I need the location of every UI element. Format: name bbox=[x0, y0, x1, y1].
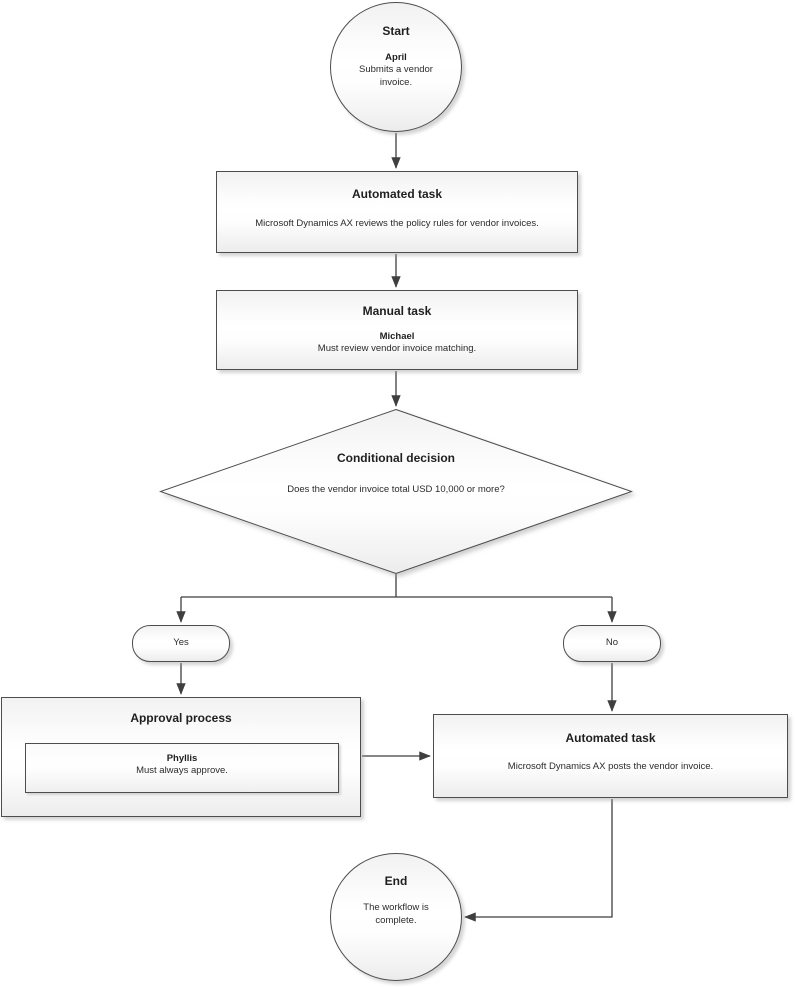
approval-assignment-box bbox=[25, 743, 339, 793]
approval-process-node bbox=[1, 697, 361, 817]
end-title: End bbox=[384, 874, 408, 888]
connector-post-to-end bbox=[465, 799, 612, 917]
automated-post-title: Automated task bbox=[565, 731, 656, 745]
automated-review-description: Microsoft Dynamics AX reviews the policy rules for vendor invoices. bbox=[255, 218, 539, 229]
automated-post-description: Microsoft Dynamics AX posts the vendor invoice. bbox=[507, 761, 714, 772]
decision-title: Conditional decision bbox=[336, 451, 455, 465]
manual-task-description: Must review vendor invoice matching. bbox=[317, 343, 477, 354]
start-node bbox=[330, 2, 462, 132]
start-description: Submits a vendor invoice. bbox=[359, 64, 433, 88]
approval-person: Phyllis bbox=[166, 753, 198, 764]
branch-no-pill bbox=[563, 625, 661, 662]
end-description: The workflow is complete. bbox=[363, 902, 429, 926]
manual-task-title: Manual task bbox=[362, 304, 432, 318]
automated-post-task-node bbox=[433, 714, 788, 798]
decision-question: Does the vendor invoice total USD 10,000 or more? bbox=[287, 484, 505, 495]
conditional-decision-node bbox=[159, 408, 633, 575]
manual-task-person: Michael bbox=[379, 331, 415, 342]
branch-yes-pill bbox=[132, 625, 230, 662]
end-node bbox=[330, 853, 462, 981]
automated-review-task-node bbox=[216, 171, 578, 253]
approval-description: Must always approve. bbox=[136, 765, 228, 776]
branch-yes-label: Yes bbox=[173, 637, 189, 648]
approval-process-title: Approval process bbox=[130, 711, 232, 725]
connector-decision-branch-trunk bbox=[181, 574, 612, 597]
start-title: Start bbox=[382, 24, 410, 38]
automated-review-title: Automated task bbox=[351, 187, 443, 201]
manual-task-node bbox=[216, 290, 578, 370]
branch-no-label: No bbox=[605, 637, 619, 648]
start-person: April bbox=[385, 52, 407, 63]
